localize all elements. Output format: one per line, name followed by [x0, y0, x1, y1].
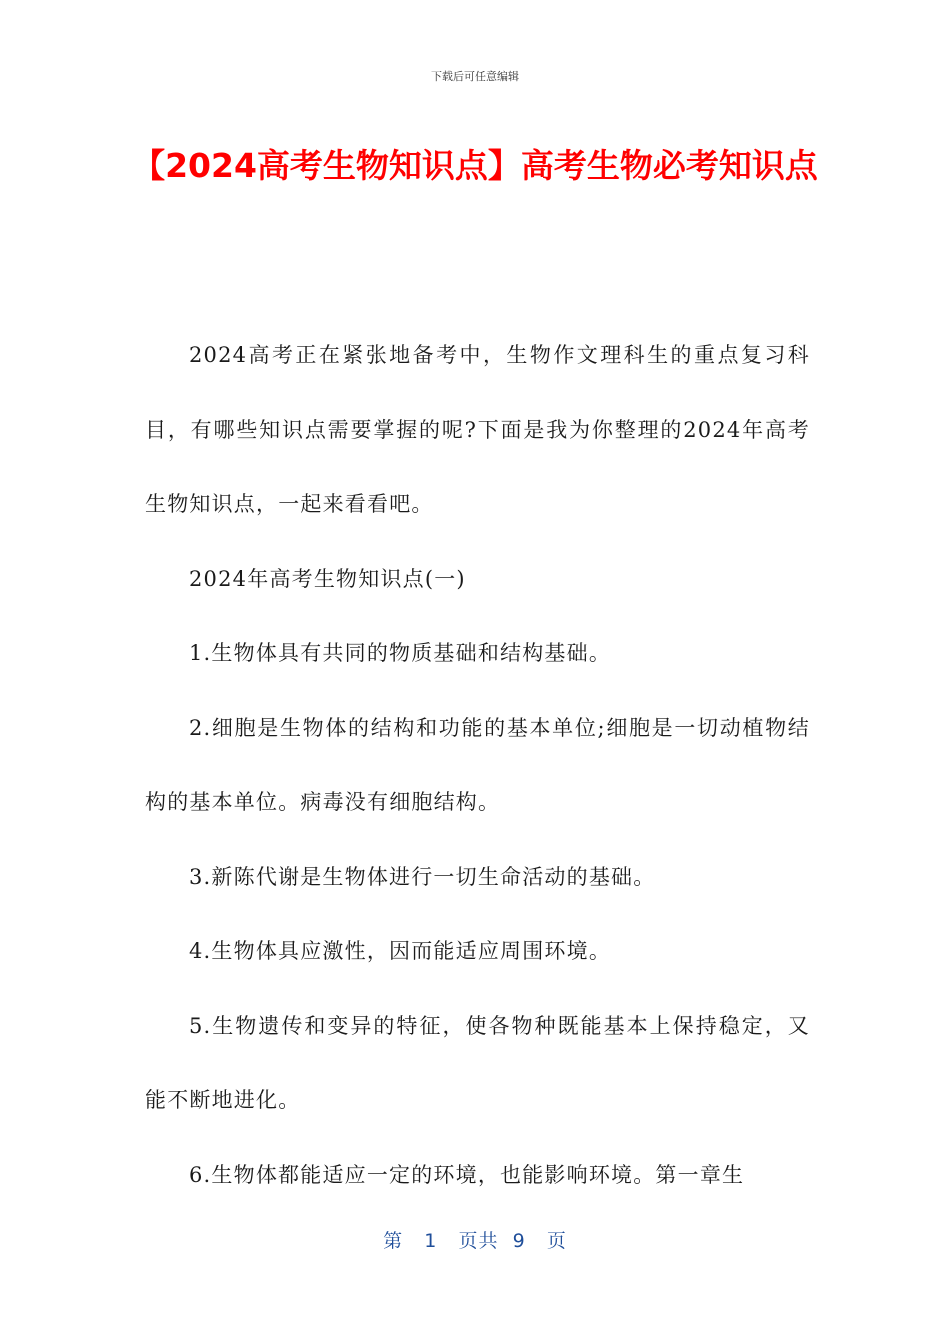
- footer-total-pages: 9: [512, 1230, 526, 1252]
- intro-paragraph: 2024高考正在紧张地备考中，生物作文理科生的重点复习科目，有哪些知识点需要掌握的呢?下面是我为你整理的2024年高考生物知识点，一起来看看吧。: [145, 343, 810, 516]
- header-note: 下载后可任意编辑: [431, 70, 519, 83]
- list-item: 1.生物体具有共同的物质基础和结构基础。: [189, 641, 612, 665]
- section-heading: 2024年高考生物知识点(一): [189, 566, 466, 591]
- list-item: 4.生物体具应激性，因而能适应周围环境。: [189, 939, 612, 963]
- footer-total-label: 页共: [458, 1230, 499, 1252]
- list-item: 6.生物体都能适应一定的环境，也能影响环境。第一章生: [189, 1162, 745, 1187]
- page-footer: [0, 1226, 950, 1253]
- footer-page-label: 第: [383, 1230, 404, 1252]
- document-title: 【2024高考生物知识点】高考生物必考知识点: [132, 146, 818, 185]
- document-body: [145, 318, 810, 1212]
- footer-page-number: 1: [424, 1230, 438, 1252]
- list-item: 3.新陈代谢是生物体进行一切生命活动的基础。: [189, 864, 656, 889]
- list-item: 2.细胞是生物体的结构和功能的基本单位;细胞是一切动植物结构的基本单位。病毒没有细胞结构。: [145, 715, 810, 814]
- list-item: 5.生物遗传和变异的特征，使各物种既能基本上保持稳定，又能不断地进化。: [145, 1013, 810, 1112]
- footer-suffix: 页: [546, 1230, 567, 1252]
